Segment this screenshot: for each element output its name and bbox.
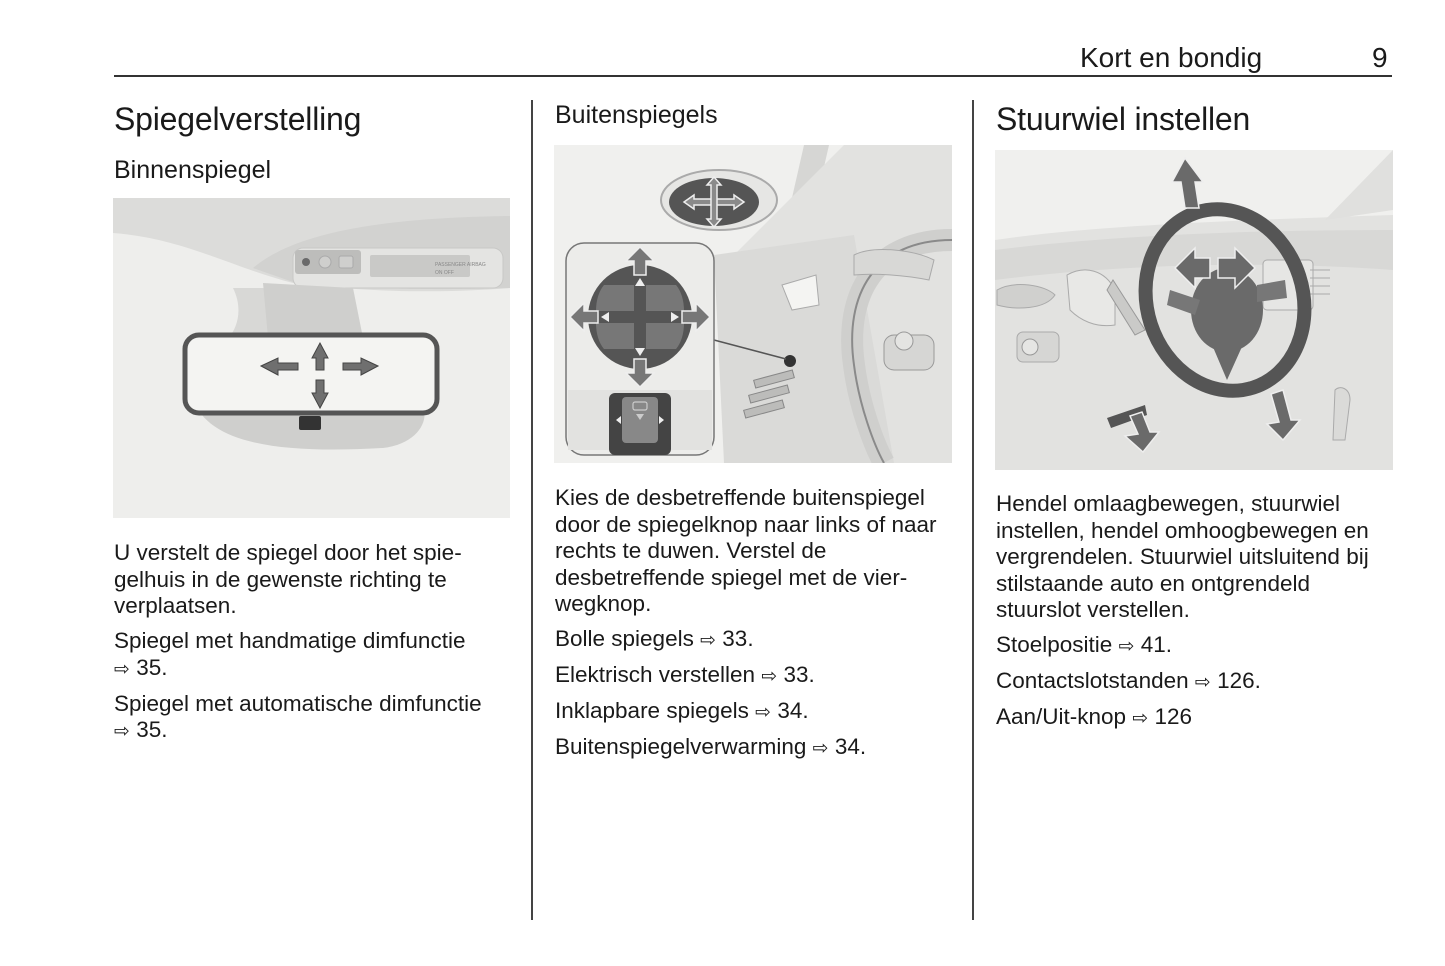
- reference-page[interactable]: 41.: [1140, 632, 1173, 657]
- instruction-paragraph: Kies de desbetreffende buitenspiegel door de spiegelknop naar links of naar rechts te duwen. Verstel de desbetreffende spiegel met de vier-wegknop.: [555, 485, 937, 616]
- reference-label: Inklapbare spiegels: [555, 698, 749, 723]
- arrow-ref-icon: ⇨: [1132, 707, 1149, 729]
- arrow-ref-icon: ⇨: [114, 720, 130, 742]
- section-heading: Spiegelverstelling: [114, 101, 362, 137]
- reference-page[interactable]: 34.: [834, 734, 867, 759]
- reference-label: Elektrisch verstellen: [555, 662, 756, 687]
- svg-text:PASSENGER AIRBAG: PASSENGER AIRBAG: [435, 262, 486, 268]
- cross-reference[interactable]: [555, 626, 955, 654]
- arrow-ref-icon: ⇨: [1194, 671, 1211, 693]
- instruction-paragraph: U verstelt de spiegel door het spie-gelhuis in de gewenste richting te verplaatsen.: [114, 540, 462, 618]
- body-text: [114, 540, 514, 753]
- reference-label: Stoelpositie: [996, 632, 1113, 657]
- cross-reference[interactable]: [996, 704, 1396, 732]
- reference-page[interactable]: 126.: [1217, 668, 1261, 693]
- running-header-title: Kort en bondig: [1080, 42, 1263, 73]
- interior-mirror-illustration: [113, 198, 510, 518]
- cross-reference[interactable]: [555, 698, 955, 726]
- cross-reference[interactable]: [996, 668, 1396, 696]
- arrow-ref-icon: ⇨: [114, 657, 130, 680]
- arrow-ref-icon: ⇨: [700, 629, 717, 651]
- reference-label: Aan/Uit-knop: [996, 704, 1127, 729]
- reference-label: Spiegel met automatische dimfunctie: [114, 690, 482, 716]
- cross-reference[interactable]: [555, 734, 955, 762]
- arrow-ref-icon: ⇨: [755, 701, 772, 723]
- svg-text:ON OFF: ON OFF: [435, 270, 454, 276]
- page-number: 9: [1372, 42, 1388, 73]
- column-divider-1: [531, 100, 533, 920]
- cross-reference[interactable]: [996, 632, 1396, 660]
- reference-page[interactable]: 126: [1154, 704, 1193, 729]
- reference-page[interactable]: 35.: [136, 654, 168, 680]
- exterior-mirror-illustration: [554, 145, 952, 463]
- cross-reference[interactable]: [114, 691, 514, 745]
- section-heading: Stuurwiel instellen: [996, 101, 1251, 137]
- body-text: [555, 485, 955, 770]
- cross-reference[interactable]: [555, 662, 955, 690]
- reference-page[interactable]: 33.: [722, 626, 754, 651]
- reference-label: Contactslotstanden: [996, 668, 1189, 693]
- steering-wheel-illustration: [995, 150, 1393, 470]
- body-text: [996, 491, 1396, 740]
- reference-page[interactable]: 34.: [777, 698, 809, 723]
- reference-page[interactable]: 35.: [136, 717, 168, 742]
- instruction-paragraph: Hendel omlaagbewegen, stuurwiel instellen, hendel omhoogbewegen en vergrendelen. Stuurwiel uitsluitend bij stilstaande auto en ontgrendeld stuurslot verstellen.: [996, 491, 1369, 622]
- arrow-ref-icon: ⇨: [761, 665, 778, 687]
- header-rule: [114, 75, 1392, 77]
- reference-label: Buitenspiegelverwarming: [555, 734, 807, 759]
- cross-reference[interactable]: [114, 628, 514, 682]
- reference-label: Bolle spiegels: [555, 626, 694, 651]
- subsection-heading: Buitenspiegels: [555, 101, 718, 129]
- reference-label: Spiegel met handmatige dimfunctie: [114, 628, 466, 653]
- arrow-ref-icon: ⇨: [1118, 635, 1135, 657]
- reference-page[interactable]: 33.: [783, 662, 815, 687]
- column-divider-2: [972, 100, 974, 920]
- subsection-heading: Binnenspiegel: [114, 156, 272, 184]
- arrow-ref-icon: ⇨: [812, 737, 829, 759]
